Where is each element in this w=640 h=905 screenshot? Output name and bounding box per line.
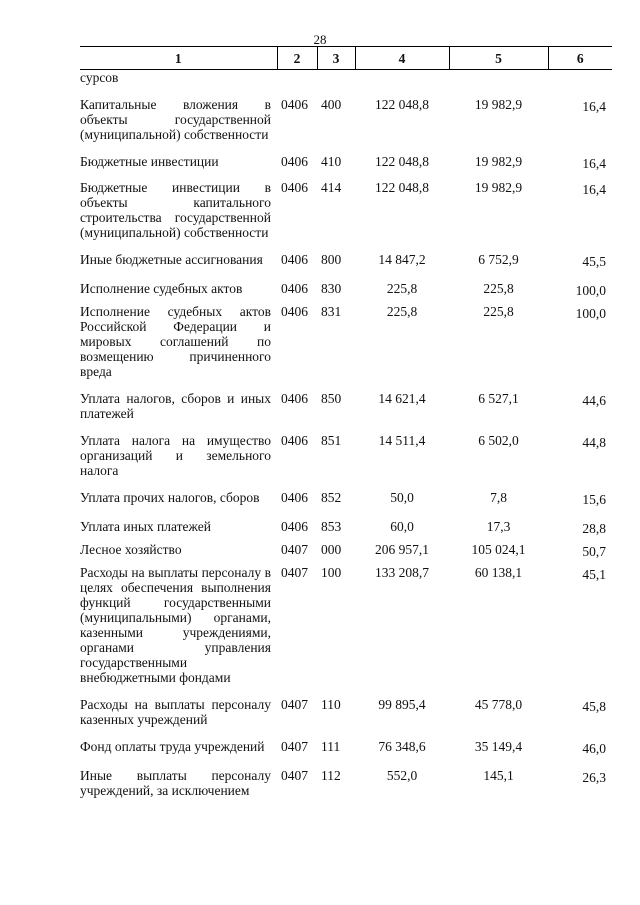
row-name-cell: Расходы на выплаты персоналу в целях обеспечения выполнения функций государственными (муниципальными) органами, казенными учреждениями, органами управления государственными внебюджетными фондами	[80, 565, 271, 685]
row-actual-cell: 145,1	[483, 768, 514, 783]
table-row	[80, 739, 612, 768]
column-header: 5	[449, 47, 548, 70]
row-percent-cell: 50,7	[582, 544, 606, 559]
row-type-cell: 110	[321, 697, 341, 712]
row-plan-cell: 552,0	[386, 768, 418, 783]
row-plan-cell: 50,0	[390, 490, 414, 505]
table-row	[80, 154, 612, 180]
table-header-row	[80, 47, 612, 70]
row-code-cell: 0406	[281, 281, 308, 296]
row-name-cell: Уплата иных платежей	[80, 519, 211, 534]
row-name-cell: Уплата налогов, сборов и иных платежей	[80, 391, 271, 421]
row-actual-cell: 6 752,9	[478, 252, 519, 267]
row-name-cell: Уплата прочих налогов, сборов	[80, 490, 260, 505]
row-plan-cell	[355, 70, 449, 98]
column-header: 6	[548, 47, 612, 70]
table-row	[80, 519, 612, 542]
row-percent-cell: 45,8	[582, 699, 606, 714]
row-plan-cell: 14 847,2	[378, 252, 426, 267]
row-type-cell: 111	[321, 739, 341, 754]
budget-table	[80, 46, 612, 810]
row-name-cell: Иные выплаты персоналу учреждений, за исключением	[80, 768, 271, 798]
row-percent-cell: 100,0	[575, 283, 606, 298]
row-percent-cell: 16,4	[582, 182, 606, 197]
row-code-cell: 0406	[281, 304, 308, 319]
row-name-cell: Исполнение судебных актов Российской Федерации и мировых соглашений по возмещению причиненного вреда	[80, 304, 271, 379]
row-plan-cell: 225,8	[386, 281, 418, 296]
table-row	[80, 180, 612, 252]
table-row	[80, 542, 612, 565]
table-row	[80, 70, 612, 98]
row-percent-cell: 45,1	[582, 567, 606, 582]
row-percent-cell: 44,6	[582, 393, 606, 408]
row-name-cell: Капитальные вложения в объекты государственной (муниципальной) собственности	[80, 97, 271, 142]
row-percent-cell: 44,8	[582, 435, 606, 450]
row-name-cell: Бюджетные инвестиции в объекты капитального строительства государственной (муниципальной) собственности	[80, 180, 271, 240]
row-type-cell: 850	[321, 391, 342, 406]
row-code-cell: 0406	[281, 180, 308, 195]
row-percent-cell: 46,0	[582, 741, 606, 756]
row-code-cell: 0407	[281, 768, 308, 783]
column-header: 2	[277, 47, 317, 70]
row-name-cell: Расходы на выплаты персоналу казенных учреждений	[80, 697, 271, 727]
row-actual-cell: 19 982,9	[474, 154, 523, 169]
row-percent-cell: 16,4	[582, 156, 606, 171]
row-percent-cell: 16,4	[582, 99, 606, 114]
row-code-cell: 0406	[281, 97, 308, 112]
row-type-cell: 853	[321, 519, 342, 534]
row-code-cell: 0407	[281, 697, 308, 712]
row-type-cell: 851	[321, 433, 342, 448]
row-code-cell	[277, 70, 317, 98]
row-plan-cell: 122 048,8	[375, 180, 429, 195]
table-row	[80, 768, 612, 810]
row-type-cell	[317, 70, 355, 98]
row-plan-cell: 60,0	[390, 519, 414, 534]
table-row	[80, 391, 612, 433]
row-actual-cell: 7,8	[490, 490, 507, 505]
row-actual-cell: 19 982,9	[474, 97, 523, 112]
row-plan-cell: 14 511,4	[378, 433, 426, 448]
table-row	[80, 252, 612, 281]
row-type-cell: 831	[321, 304, 342, 319]
row-plan-cell: 122 048,8	[375, 97, 429, 112]
column-header: 1	[80, 47, 277, 70]
column-header: 3	[317, 47, 355, 70]
row-type-cell: 852	[321, 490, 342, 505]
page-number: 28	[313, 32, 327, 47]
row-percent-cell: 100,0	[575, 306, 606, 321]
row-plan-cell: 122 048,8	[375, 154, 429, 169]
row-actual-cell: 60 138,1	[474, 565, 523, 580]
row-actual-cell: 19 982,9	[474, 180, 523, 195]
table-row	[80, 490, 612, 519]
row-percent-cell	[548, 70, 612, 98]
row-actual-cell: 6 527,1	[478, 391, 519, 406]
row-actual-cell: 35 149,4	[474, 739, 523, 754]
table-row	[80, 697, 612, 739]
row-plan-cell: 133 208,7	[375, 565, 429, 580]
row-actual-cell	[449, 70, 548, 98]
row-type-cell: 410	[321, 154, 342, 169]
row-name-cell: сурсов	[80, 70, 119, 85]
row-type-cell: 830	[321, 281, 342, 296]
row-name-cell: Исполнение судебных актов	[80, 281, 243, 296]
row-type-cell: 414	[321, 180, 342, 195]
row-actual-cell: 6 502,0	[478, 433, 519, 448]
row-type-cell: 800	[321, 252, 342, 267]
row-type-cell: 100	[321, 565, 342, 580]
row-plan-cell: 206 957,1	[375, 542, 429, 557]
row-actual-cell: 45 778,0	[474, 697, 523, 712]
row-code-cell: 0406	[281, 252, 308, 267]
row-percent-cell: 26,3	[582, 770, 606, 785]
row-plan-cell: 225,8	[386, 304, 418, 319]
row-code-cell: 0406	[281, 519, 308, 534]
row-name-cell: Лесное хозяйство	[80, 542, 182, 557]
row-code-cell: 0407	[281, 542, 308, 557]
table-row	[80, 97, 612, 154]
table-row	[80, 565, 612, 697]
row-name-cell: Уплата налога на имущество организаций и земельного налога	[80, 433, 271, 478]
table-row	[80, 304, 612, 391]
row-code-cell: 0406	[281, 391, 308, 406]
row-percent-cell: 28,8	[582, 521, 606, 536]
row-percent-cell: 45,5	[582, 254, 606, 269]
row-actual-cell: 225,8	[483, 304, 514, 319]
row-code-cell: 0406	[281, 433, 308, 448]
row-percent-cell: 15,6	[582, 492, 606, 507]
row-name-cell: Бюджетные инвестиции	[80, 154, 219, 169]
row-plan-cell: 76 348,6	[378, 739, 426, 754]
row-name-cell: Иные бюджетные ассигнования	[80, 252, 263, 267]
row-code-cell: 0406	[281, 490, 308, 505]
row-code-cell: 0406	[281, 154, 308, 169]
row-code-cell: 0407	[281, 565, 308, 580]
row-type-cell: 112	[321, 768, 341, 783]
table-row	[80, 281, 612, 304]
row-type-cell: 400	[321, 97, 342, 112]
row-plan-cell: 99 895,4	[378, 697, 426, 712]
row-actual-cell: 105 024,1	[471, 542, 526, 557]
column-header: 4	[355, 47, 449, 70]
table-row	[80, 433, 612, 490]
row-actual-cell: 17,3	[486, 519, 511, 534]
row-type-cell: 000	[321, 542, 342, 557]
row-actual-cell: 225,8	[483, 281, 514, 296]
row-name-cell: Фонд оплаты труда учреждений	[80, 739, 265, 754]
row-plan-cell: 14 621,4	[378, 391, 426, 406]
row-code-cell: 0407	[281, 739, 308, 754]
